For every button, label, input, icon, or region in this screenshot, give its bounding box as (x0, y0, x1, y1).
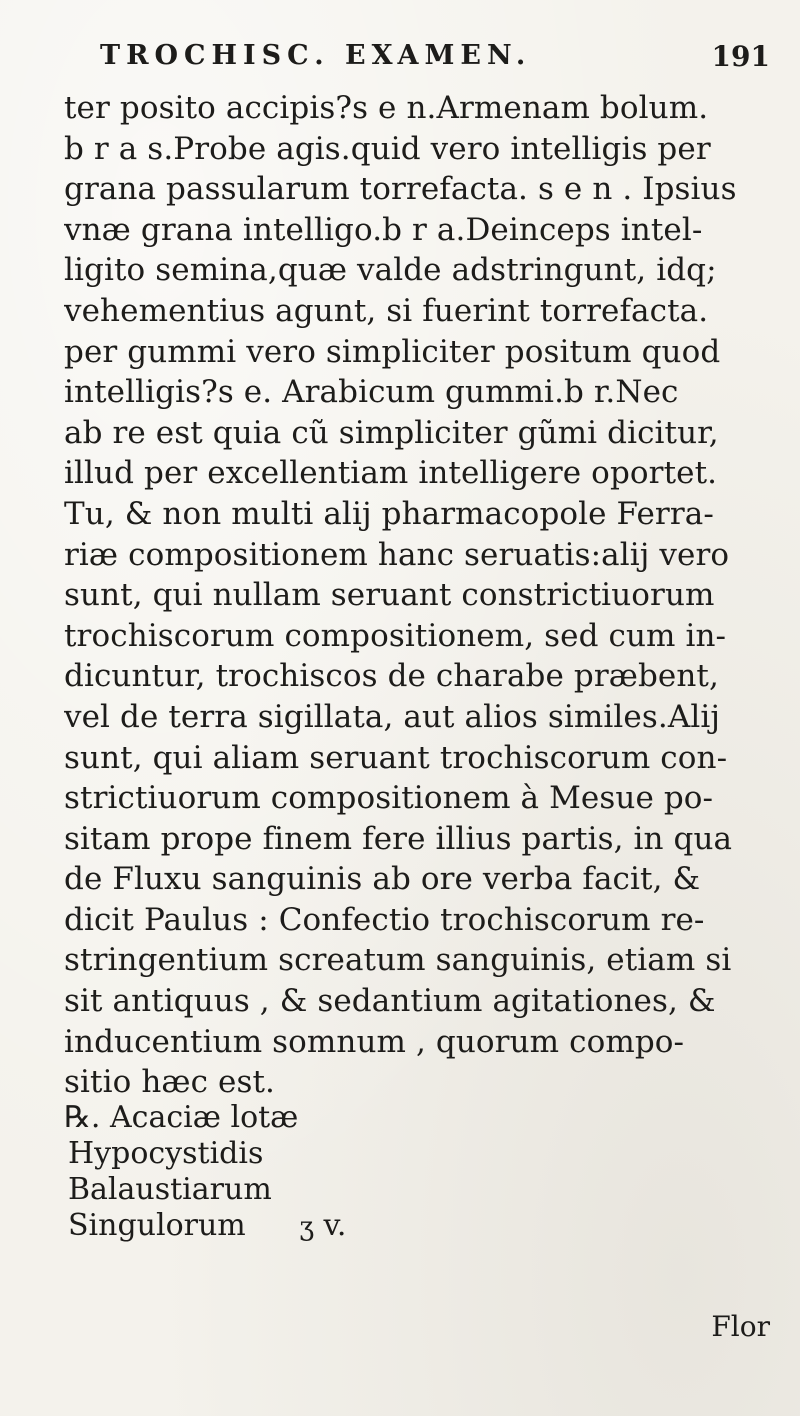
ingredient-name: Singulorum (68, 1208, 246, 1243)
text-line: intelligis?s e. Arabicum gummi.b r.Nec (64, 374, 679, 411)
quantity-value: v. (323, 1208, 347, 1243)
text-line: grana passularum torrefacta. s e n . Ipsius (64, 171, 737, 208)
text-line: sit antiquus , & sedantium agitationes, & (64, 983, 716, 1020)
ingredient-name: Acaciæ lotæ (109, 1100, 299, 1135)
text-line: per gummi vero simpliciter positum quod (64, 333, 721, 370)
text-line: vehementius agunt, si fuerint torrefacta. (64, 292, 709, 329)
text-line: sitio hæc est. (64, 1064, 275, 1101)
body-text (64, 88, 780, 1103)
text-line: de Fluxu sanguinis ab ore verba facit, & (64, 861, 701, 898)
catchword: Flor (711, 1310, 770, 1343)
page-number: 191 (711, 40, 770, 73)
ingredient-line (64, 1172, 780, 1208)
ingredient-line (64, 1100, 780, 1136)
text-line: trochiscorum compositionem, sed cum in- (64, 617, 727, 654)
text-line: ligito semina,quæ valde adstringunt, idq; (64, 252, 717, 289)
text-line: stringentium screatum sanguinis, etiam si (64, 942, 732, 979)
text-line: dicuntur, trochiscos de charabe præbent, (64, 658, 719, 695)
text-line: illud per excellentiam intelligere oportet. (64, 455, 718, 492)
text-line: riæ compositionem hanc seruatis:alij vero (64, 536, 730, 573)
text-line: sunt, qui nullam seruant constrictiuorum (64, 577, 715, 614)
text-line: sunt, qui aliam seruant trochiscorum con- (64, 739, 728, 776)
quantity-symbol: ʒ (299, 1212, 314, 1242)
text-line: b r a s.Probe agis.quid vero intelligis per (64, 130, 711, 167)
ingredient-name: Hypocystidis (68, 1136, 264, 1171)
text-line: vel de terra sigillata, aut alios similes.Alij (64, 698, 721, 735)
ingredient-line (64, 1136, 780, 1172)
ingredient-name: Balaustiarum (68, 1172, 272, 1207)
text-line: sitam prope finem fere illius partis, in qua (64, 820, 733, 857)
recipe-symbol: ℞. (64, 1100, 101, 1135)
recipe-ingredients (64, 1100, 780, 1244)
text-line: inducentium somnum , quorum compo- (64, 1023, 685, 1060)
running-head: TROCHISC. EXAMEN. (100, 40, 532, 71)
text-line: ab re est quia cũ simpliciter gũmi dicitur, (64, 414, 719, 451)
text-line: strictiuorum compositionem à Mesue po- (64, 780, 714, 817)
ingredient-line (64, 1208, 780, 1244)
text-line: ter posito accipis?s e n.Armenam bolum. (64, 90, 709, 126)
text-line: dicit Paulus : Confectio trochiscorum re- (64, 901, 705, 938)
page-header (100, 40, 770, 80)
text-line: vnæ grana intelligo.b r a.Deinceps intel- (64, 211, 703, 248)
text-line: Tu, & non multi alij pharmacopole Ferra- (64, 495, 714, 532)
